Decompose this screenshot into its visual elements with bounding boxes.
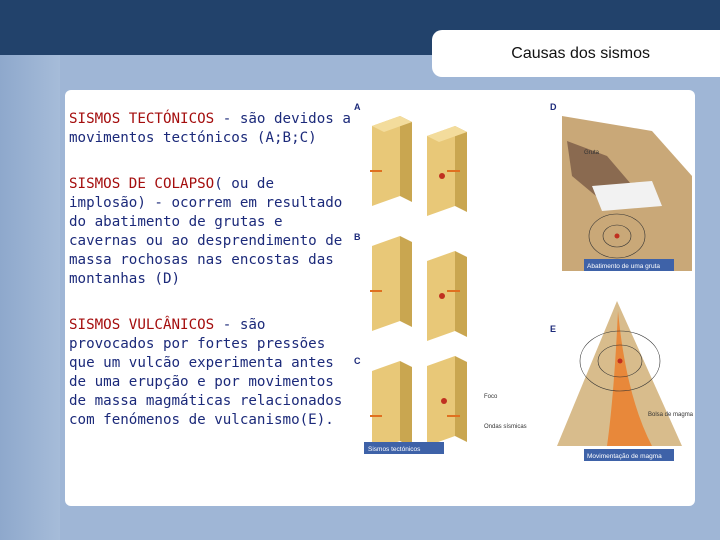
panel-e-volcano — [557, 301, 694, 446]
text-column — [69, 110, 359, 457]
paragraph-collapse — [69, 175, 359, 289]
panel-label-d: D — [550, 102, 557, 112]
panel-label-e: E — [550, 324, 557, 334]
slide-title: Causas dos sismos — [511, 44, 650, 62]
desc-volcanic: - são provocados por fortes pressões que um vulcão experimenta antes de uma erupção e por movimentos de massa magmáticas relacionados com fenómenos de vulcanismo(E). — [69, 317, 343, 428]
caption-tectonic: Sismos tectónicos — [368, 446, 421, 453]
title-tab — [432, 30, 720, 77]
paragraph-volcanic — [69, 316, 359, 430]
focus-marker-c — [441, 398, 447, 404]
panel-label-a: A — [354, 102, 361, 112]
annotation-foco: Foco — [484, 394, 498, 400]
panel-c-blocks — [370, 356, 527, 451]
annotation-gruta: Gruta — [584, 150, 600, 156]
focus-marker-b — [439, 293, 445, 299]
term-tectonic: SISMOS TECTÓNICOS — [69, 111, 215, 127]
annotation-ondas: Ondas sísmicas — [484, 424, 527, 430]
panel-label-c: C — [354, 356, 361, 366]
desc-collapse: ( ou de implosão) - ocorrem em resultado do abatimento de grutas e cavernas ou ao desprendimento de massa rochosas nas encostas das montanhas (D) — [69, 176, 343, 287]
panel-label-b: B — [354, 232, 361, 242]
term-volcanic: SISMOS VULCÂNICOS — [69, 317, 215, 333]
left-margin-shade — [0, 55, 60, 540]
panel-a-blocks — [370, 116, 467, 216]
caption-collapse: Abatimento de uma gruta — [587, 263, 660, 270]
desc-tectonic: - são devidos a movimentos tectónicos (A;B;C) — [69, 111, 351, 146]
earthquake-causes-figure — [352, 96, 697, 476]
annotation-bolsa: Bolsa de magma — [648, 412, 694, 418]
paragraph-tectonic — [69, 110, 359, 148]
panel-d-collapse — [562, 116, 692, 271]
caption-magma: Movimentação de magma — [587, 453, 662, 460]
term-collapse: SISMOS DE COLAPSO — [69, 176, 215, 192]
focus-marker-a — [439, 173, 445, 179]
panel-b-blocks — [370, 236, 467, 341]
